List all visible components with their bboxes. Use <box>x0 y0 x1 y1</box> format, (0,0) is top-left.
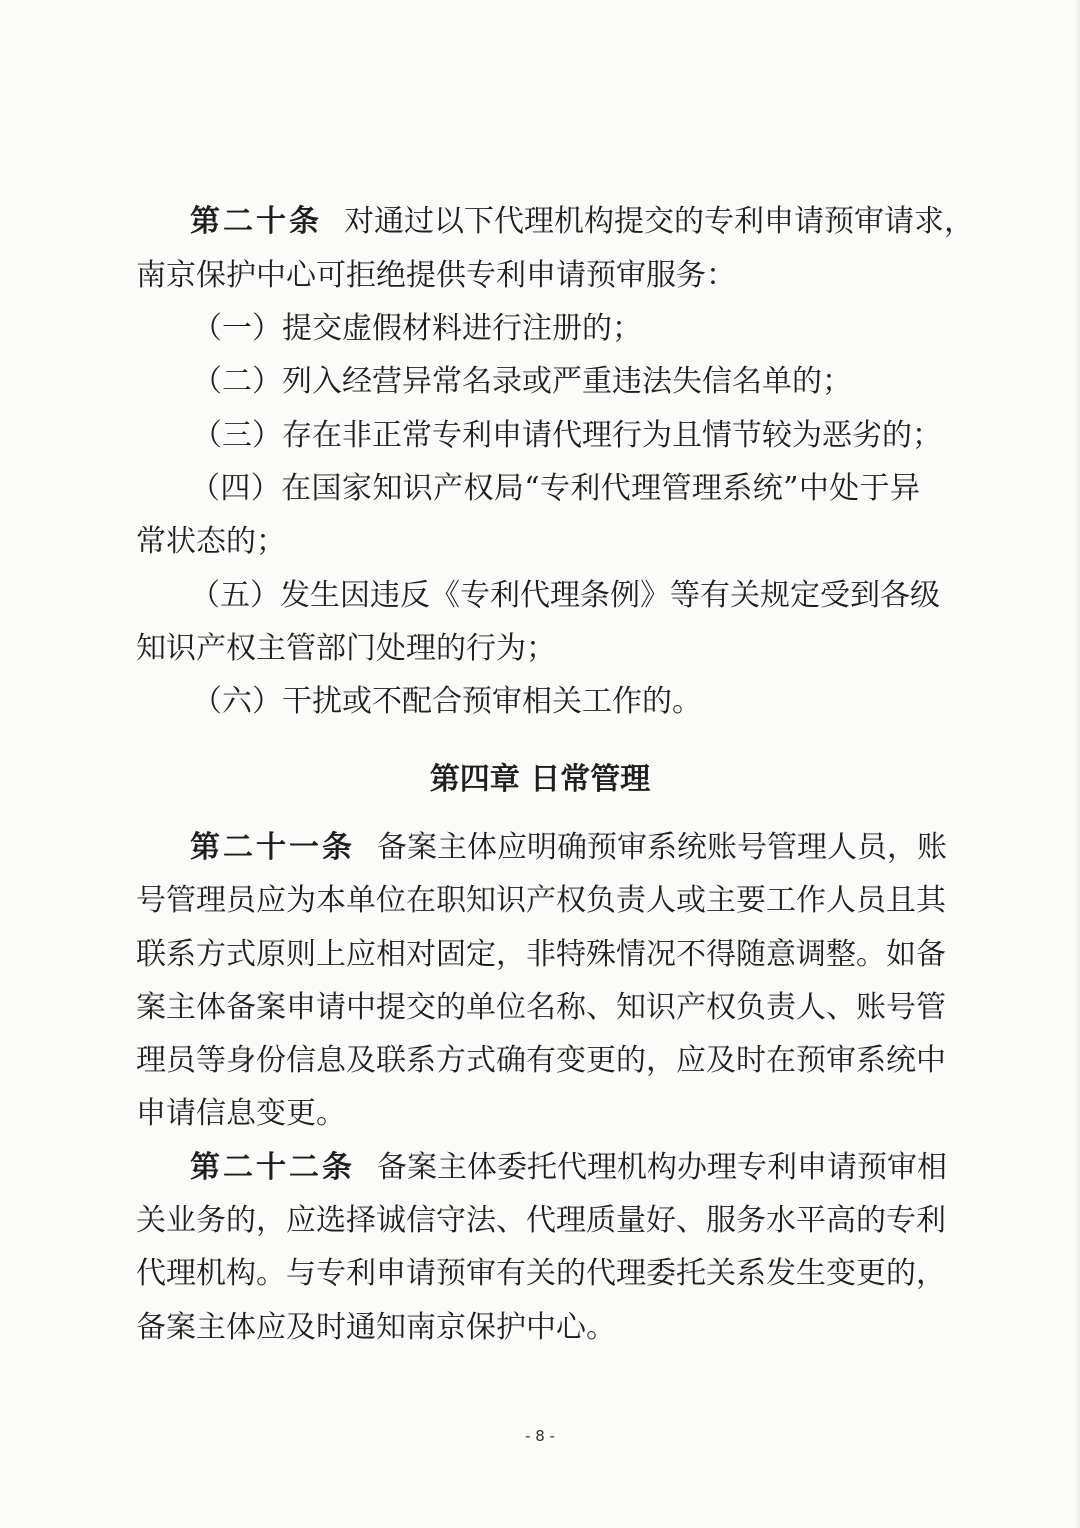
article-20-item-4: （四）在国家知识产权局“专利代理管理系统”中处于异 <box>190 471 920 506</box>
article-20-line-2: 南京保护中心可拒绝提供专利申请预审服务： <box>136 258 736 293</box>
article-20-item-6: （六）干扰或不配合预审相关工作的。 <box>192 684 702 719</box>
article-21-line-4: 案主体备案申请中提交的单位名称、知识产权负责人、账号管 <box>136 990 946 1025</box>
article-20-item-1: （一）提交虚假材料进行注册的； <box>192 311 642 346</box>
article-20-item-5-cont: 知识产权主管部门处理的行为； <box>136 631 556 666</box>
article-22-number: 第二十二条 <box>190 1150 355 1185</box>
article-20-number: 第二十条 <box>190 204 322 239</box>
article-21-line-6: 申请信息变更。 <box>136 1096 346 1131</box>
scan-edge-shadow <box>1074 0 1080 1528</box>
article-21-line-5: 理员等身份信息及联系方式确有变更的，应及时在预审系统中 <box>136 1043 946 1078</box>
chapter-heading: 第四章 日常管理 <box>429 762 651 797</box>
article-20-item-2: （二）列入经营异常名录或严重违法失信名单的； <box>192 364 852 399</box>
article-20-text: 对通过以下代理机构提交的专利申请预审请求， <box>344 204 974 239</box>
article-21-number: 第二十一条 <box>190 830 355 865</box>
page-number: - 8 - <box>525 1427 555 1445</box>
article-21-line-3: 联系方式原则上应相对固定，非特殊情况不得随意调整。如备 <box>136 937 946 972</box>
article-22-first-line <box>190 1148 947 1188</box>
article-21-line-2: 号管理员应为本单位在职知识产权负责人或主要工作人员且其 <box>136 883 946 918</box>
article-21-text: 备案主体应明确预审系统账号管理人员，账 <box>377 830 947 865</box>
article-22-line-4: 备案主体应及时通知南京保护中心。 <box>136 1310 616 1345</box>
article-20-first-line <box>190 202 974 242</box>
article-20-item-5: （五）发生因违反《专利代理条例》等有关规定受到各级 <box>190 578 940 613</box>
article-22-line-3: 代理机构。与专利申请预审有关的代理委托关系发生变更的， <box>136 1256 946 1291</box>
article-22-text: 备案主体委托代理机构办理专利申请预审相 <box>377 1150 947 1185</box>
article-20-item-4-cont: 常状态的； <box>136 524 286 559</box>
article-20-item-3: （三）存在非正常专利申请代理行为且情节较为恶劣的； <box>192 418 942 453</box>
article-21-first-line <box>190 828 947 868</box>
article-22-line-2: 关业务的，应选择诚信守法、代理质量好、服务水平高的专利 <box>136 1203 946 1238</box>
